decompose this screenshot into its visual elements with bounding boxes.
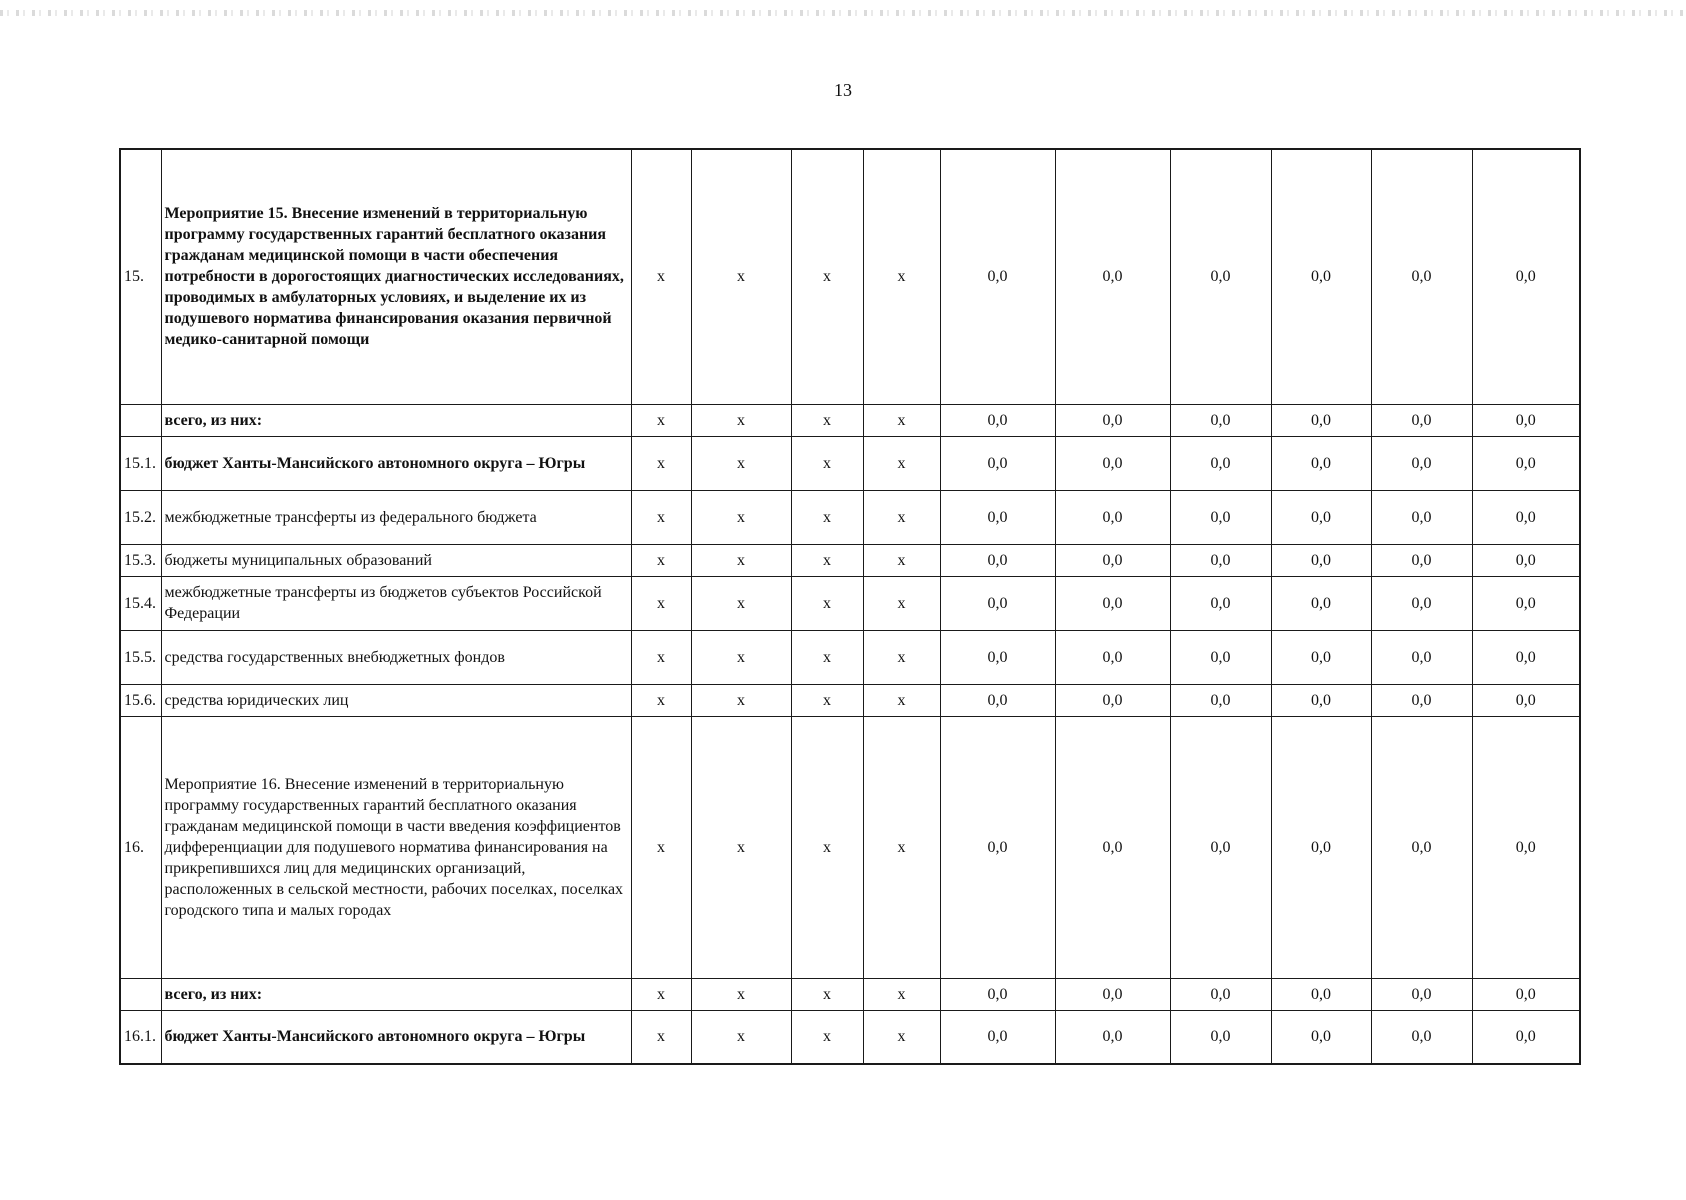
x-cell: x xyxy=(691,490,791,544)
x-cell: x xyxy=(791,978,863,1010)
value-cell: 0,0 xyxy=(1371,576,1472,630)
x-cell: x xyxy=(791,544,863,576)
x-cell: x xyxy=(691,716,791,978)
budget-table xyxy=(119,148,1581,1065)
value-cell: 0,0 xyxy=(1472,490,1580,544)
x-cell: x xyxy=(691,404,791,436)
value-cell: 0,0 xyxy=(1472,716,1580,978)
row-name-cell: Мероприятие 16. Внесение изменений в территориальную программу государственных гарантий бесплатного оказания гражданам медицинской помощи в части введения коэффициентов дифференциации для подушевого норматива финансирования на прикрепившихся лиц для медицинских организаций, расположенных в сельской местности, рабочих поселках, поселках городского типа и малых городах xyxy=(161,716,631,978)
value-cell: 0,0 xyxy=(1055,490,1170,544)
value-cell: 0,0 xyxy=(1271,404,1371,436)
row-number-cell: 15.5. xyxy=(120,630,161,684)
value-cell: 0,0 xyxy=(1055,978,1170,1010)
row-name-cell: бюджет Ханты-Мансийского автономного округа – Югры xyxy=(161,436,631,490)
table-row xyxy=(120,490,1580,544)
x-cell: x xyxy=(631,978,691,1010)
x-cell: x xyxy=(863,404,940,436)
row-name-cell: бюджет Ханты-Мансийского автономного округа – Югры xyxy=(161,1010,631,1064)
table-row xyxy=(120,149,1580,404)
table-row xyxy=(120,404,1580,436)
scan-edge-noise xyxy=(0,10,1686,16)
value-cell: 0,0 xyxy=(1472,684,1580,716)
x-cell: x xyxy=(863,630,940,684)
row-number-cell: 15.2. xyxy=(120,490,161,544)
table-body xyxy=(120,149,1580,1064)
x-cell: x xyxy=(863,1010,940,1064)
row-name-cell: всего, из них: xyxy=(161,978,631,1010)
row-number-cell: 15.1. xyxy=(120,436,161,490)
table-row xyxy=(120,684,1580,716)
table-row xyxy=(120,630,1580,684)
x-cell: x xyxy=(631,576,691,630)
value-cell: 0,0 xyxy=(1055,436,1170,490)
x-cell: x xyxy=(791,716,863,978)
table-row xyxy=(120,716,1580,978)
x-cell: x xyxy=(691,978,791,1010)
row-name-cell: средства государственных внебюджетных фондов xyxy=(161,630,631,684)
value-cell: 0,0 xyxy=(1055,1010,1170,1064)
value-cell: 0,0 xyxy=(940,544,1055,576)
value-cell: 0,0 xyxy=(1472,544,1580,576)
value-cell: 0,0 xyxy=(1170,404,1271,436)
value-cell: 0,0 xyxy=(1271,978,1371,1010)
row-name-cell: Мероприятие 15. Внесение изменений в территориальную программу государственных гарантий бесплатного оказания гражданам медицинской помощи в части обеспечения потребности в дорогостоящих диагностических исследованиях, проводимых в амбулаторных условиях, и выделение их из подушевого норматива финансирования оказания первичной медико-санитарной помощи xyxy=(161,149,631,404)
value-cell: 0,0 xyxy=(1472,576,1580,630)
x-cell: x xyxy=(691,684,791,716)
value-cell: 0,0 xyxy=(940,490,1055,544)
row-number-cell: 15.4. xyxy=(120,576,161,630)
x-cell: x xyxy=(863,490,940,544)
table-row xyxy=(120,576,1580,630)
row-number-cell: 15. xyxy=(120,149,161,404)
value-cell: 0,0 xyxy=(1170,576,1271,630)
value-cell: 0,0 xyxy=(1371,436,1472,490)
x-cell: x xyxy=(863,684,940,716)
x-cell: x xyxy=(791,404,863,436)
value-cell: 0,0 xyxy=(1271,149,1371,404)
x-cell: x xyxy=(691,1010,791,1064)
value-cell: 0,0 xyxy=(1170,544,1271,576)
x-cell: x xyxy=(631,544,691,576)
row-name-cell: всего, из них: xyxy=(161,404,631,436)
x-cell: x xyxy=(863,149,940,404)
value-cell: 0,0 xyxy=(1055,149,1170,404)
x-cell: x xyxy=(791,1010,863,1064)
x-cell: x xyxy=(631,149,691,404)
value-cell: 0,0 xyxy=(1371,404,1472,436)
x-cell: x xyxy=(791,490,863,544)
row-number-cell: 15.3. xyxy=(120,544,161,576)
table-row xyxy=(120,1010,1580,1064)
row-name-cell: бюджеты муниципальных образований xyxy=(161,544,631,576)
value-cell: 0,0 xyxy=(940,436,1055,490)
x-cell: x xyxy=(631,716,691,978)
x-cell: x xyxy=(631,1010,691,1064)
value-cell: 0,0 xyxy=(1170,630,1271,684)
x-cell: x xyxy=(691,630,791,684)
value-cell: 0,0 xyxy=(940,576,1055,630)
value-cell: 0,0 xyxy=(1271,716,1371,978)
value-cell: 0,0 xyxy=(1271,544,1371,576)
x-cell: x xyxy=(691,544,791,576)
x-cell: x xyxy=(691,436,791,490)
x-cell: x xyxy=(691,576,791,630)
value-cell: 0,0 xyxy=(1271,1010,1371,1064)
x-cell: x xyxy=(631,630,691,684)
row-number-cell: 15.6. xyxy=(120,684,161,716)
value-cell: 0,0 xyxy=(940,404,1055,436)
x-cell: x xyxy=(791,684,863,716)
value-cell: 0,0 xyxy=(1371,1010,1472,1064)
value-cell: 0,0 xyxy=(1170,490,1271,544)
value-cell: 0,0 xyxy=(1271,436,1371,490)
row-number-cell xyxy=(120,978,161,1010)
value-cell: 0,0 xyxy=(1472,436,1580,490)
value-cell: 0,0 xyxy=(1170,436,1271,490)
value-cell: 0,0 xyxy=(1371,544,1472,576)
value-cell: 0,0 xyxy=(1170,978,1271,1010)
value-cell: 0,0 xyxy=(1371,716,1472,978)
x-cell: x xyxy=(863,436,940,490)
value-cell: 0,0 xyxy=(1055,544,1170,576)
x-cell: x xyxy=(791,436,863,490)
value-cell: 0,0 xyxy=(1170,684,1271,716)
row-name-cell: межбюджетные трансферты из федерального бюджета xyxy=(161,490,631,544)
value-cell: 0,0 xyxy=(940,716,1055,978)
x-cell: x xyxy=(631,436,691,490)
x-cell: x xyxy=(791,630,863,684)
value-cell: 0,0 xyxy=(1170,716,1271,978)
value-cell: 0,0 xyxy=(1472,1010,1580,1064)
value-cell: 0,0 xyxy=(1371,149,1472,404)
table-row xyxy=(120,436,1580,490)
value-cell: 0,0 xyxy=(1055,684,1170,716)
row-number-cell xyxy=(120,404,161,436)
value-cell: 0,0 xyxy=(940,684,1055,716)
page-number: 13 xyxy=(834,80,852,100)
row-number-cell: 16. xyxy=(120,716,161,978)
value-cell: 0,0 xyxy=(1055,716,1170,978)
value-cell: 0,0 xyxy=(940,149,1055,404)
x-cell: x xyxy=(791,149,863,404)
value-cell: 0,0 xyxy=(1271,576,1371,630)
value-cell: 0,0 xyxy=(1371,978,1472,1010)
x-cell: x xyxy=(691,149,791,404)
value-cell: 0,0 xyxy=(1055,630,1170,684)
value-cell: 0,0 xyxy=(1271,630,1371,684)
x-cell: x xyxy=(863,576,940,630)
value-cell: 0,0 xyxy=(1055,576,1170,630)
x-cell: x xyxy=(631,684,691,716)
x-cell: x xyxy=(791,576,863,630)
table-row xyxy=(120,978,1580,1010)
x-cell: x xyxy=(863,544,940,576)
value-cell: 0,0 xyxy=(1271,490,1371,544)
table-row xyxy=(120,544,1580,576)
row-name-cell: средства юридических лиц xyxy=(161,684,631,716)
row-number-cell: 16.1. xyxy=(120,1010,161,1064)
row-name-cell: межбюджетные трансферты из бюджетов субъектов Российской Федерации xyxy=(161,576,631,630)
x-cell: x xyxy=(863,716,940,978)
value-cell: 0,0 xyxy=(1472,630,1580,684)
value-cell: 0,0 xyxy=(1055,404,1170,436)
value-cell: 0,0 xyxy=(1371,630,1472,684)
x-cell: x xyxy=(863,978,940,1010)
value-cell: 0,0 xyxy=(1170,1010,1271,1064)
value-cell: 0,0 xyxy=(1371,684,1472,716)
value-cell: 0,0 xyxy=(1472,404,1580,436)
x-cell: x xyxy=(631,404,691,436)
value-cell: 0,0 xyxy=(940,978,1055,1010)
value-cell: 0,0 xyxy=(1472,978,1580,1010)
value-cell: 0,0 xyxy=(1170,149,1271,404)
value-cell: 0,0 xyxy=(940,1010,1055,1064)
value-cell: 0,0 xyxy=(940,630,1055,684)
value-cell: 0,0 xyxy=(1371,490,1472,544)
value-cell: 0,0 xyxy=(1472,149,1580,404)
x-cell: x xyxy=(631,490,691,544)
value-cell: 0,0 xyxy=(1271,684,1371,716)
